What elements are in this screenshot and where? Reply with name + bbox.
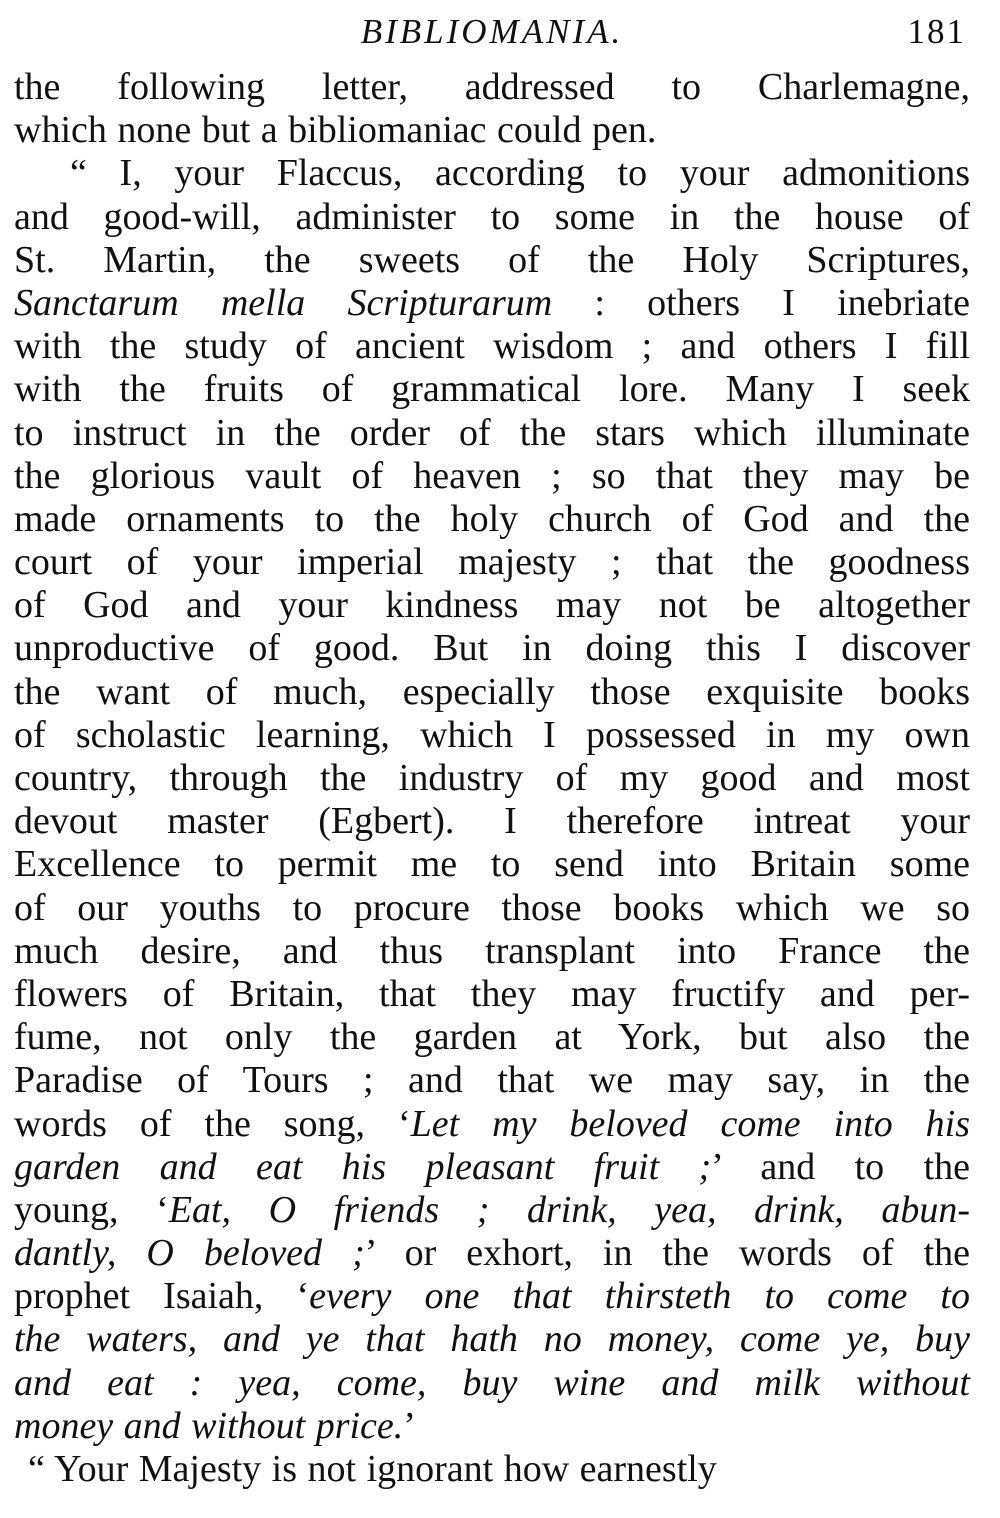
italic-text: money and without price. <box>14 1404 404 1447</box>
text-line <box>14 325 970 368</box>
text-line <box>14 368 970 411</box>
text-segment: Excellence to permit me to send into Britain some <box>14 843 970 886</box>
text-line <box>14 412 970 455</box>
text-line <box>14 66 970 109</box>
text-line <box>14 1448 970 1491</box>
text-segment: of God and your kindness may not be altogether <box>14 584 970 627</box>
text-segment: ’ or exhort, in the words of the <box>364 1232 971 1275</box>
text-segment: ’ and to the <box>711 1145 970 1188</box>
text-line <box>14 714 970 757</box>
text-segment: unproductive of good. But in doing this I discover <box>14 627 970 670</box>
text-segment: words of the song, ‘ <box>14 1102 411 1145</box>
text-line <box>14 627 970 670</box>
text-segment: and good-will, administer to some in the house of <box>14 195 970 238</box>
text-line <box>14 973 970 1016</box>
running-title: BIBLIOMANIA. <box>360 12 624 51</box>
text-segment: prophet Isaiah, ‘ <box>14 1275 310 1318</box>
text-line <box>14 843 970 886</box>
text-segment: flowers of Britain, that they may fructify and per- <box>14 972 970 1015</box>
text-line <box>14 1059 970 1102</box>
text-line <box>14 282 970 325</box>
running-header <box>14 0 970 66</box>
text-segment: the want of much, especially those exquisite books <box>14 670 970 713</box>
italic-text: Let my beloved come into his <box>410 1102 970 1145</box>
text-line <box>14 1103 970 1146</box>
text-line <box>14 1362 970 1405</box>
text-segment: which none but a bibliomaniac could pen. <box>14 109 657 152</box>
italic-text: Sanctarum mella Scripturarum <box>14 281 553 324</box>
text-line <box>14 498 970 541</box>
italic-text: dantly, O beloved ; <box>14 1232 365 1275</box>
text-segment: “ I, your Flaccus, according to your admonitions <box>70 152 970 195</box>
text-segment: of scholastic learning, which I possessed in my own <box>14 713 970 756</box>
text-segment: made ornaments to the holy church of God and the <box>14 497 970 540</box>
text-segment: “ Your Majesty is not ignorant how earnestly <box>28 1448 717 1490</box>
text-segment: to instruct in the order of the stars which illuminate <box>14 411 970 454</box>
text-segment: country, through the industry of my good and most <box>14 757 970 799</box>
text-line <box>14 887 970 930</box>
italic-text: the waters, and ye that hath no money, come ye, buy <box>14 1318 970 1361</box>
body-text <box>14 66 970 1491</box>
text-segment: Paradise of Tours ; and that we may say, in the <box>14 1059 970 1102</box>
text-segment: of our youths to procure those books which we so <box>14 886 970 929</box>
text-line <box>14 1189 970 1232</box>
text-line <box>14 1232 970 1275</box>
text-line <box>14 239 970 282</box>
text-line <box>14 584 970 627</box>
text-line <box>14 1146 970 1189</box>
text-segment: with the fruits of grammatical lore. Many I seek <box>14 368 970 411</box>
text-line <box>14 541 970 584</box>
text-segment: ’ <box>403 1404 416 1447</box>
book-page <box>14 0 970 1518</box>
text-line <box>14 109 970 152</box>
italic-text: garden and eat his pleasant fruit ; <box>14 1145 712 1188</box>
text-line <box>14 671 970 714</box>
text-segment: much desire, and thus transplant into France the <box>14 929 970 972</box>
italic-text: Eat, O friends ; drink, yea, drink, abun- <box>168 1188 971 1231</box>
text-line <box>14 1318 970 1361</box>
text-segment: fume, not only the garden at York, but also the <box>14 1016 970 1059</box>
text-line <box>14 1275 970 1318</box>
text-line <box>14 757 970 800</box>
text-segment: young, ‘ <box>14 1188 169 1231</box>
text-line <box>14 152 970 195</box>
text-segment: devout master (Egbert). I therefore intreat your <box>14 800 970 843</box>
italic-text: and eat : yea, come, buy wine and milk without <box>14 1361 970 1404</box>
text-segment: the following letter, addressed to Charlemagne, <box>14 66 970 108</box>
text-segment: St. Martin, the sweets of the Holy Scriptures, <box>14 238 970 281</box>
italic-text: every one that thirsteth to come to <box>309 1275 970 1318</box>
text-segment: the glorious vault of heaven ; so that they may be <box>14 454 970 497</box>
text-segment: with the study of ancient wisdom ; and others I fill <box>14 325 970 368</box>
text-line <box>14 455 970 498</box>
page-number: 181 <box>907 12 966 51</box>
text-line <box>14 930 970 973</box>
text-segment: : others I inebriate <box>552 281 970 324</box>
text-line <box>14 800 970 843</box>
text-line <box>14 196 970 239</box>
text-segment: court of your imperial majesty ; that the goodness <box>14 541 970 584</box>
text-line <box>14 1016 970 1059</box>
text-line <box>14 1405 970 1448</box>
